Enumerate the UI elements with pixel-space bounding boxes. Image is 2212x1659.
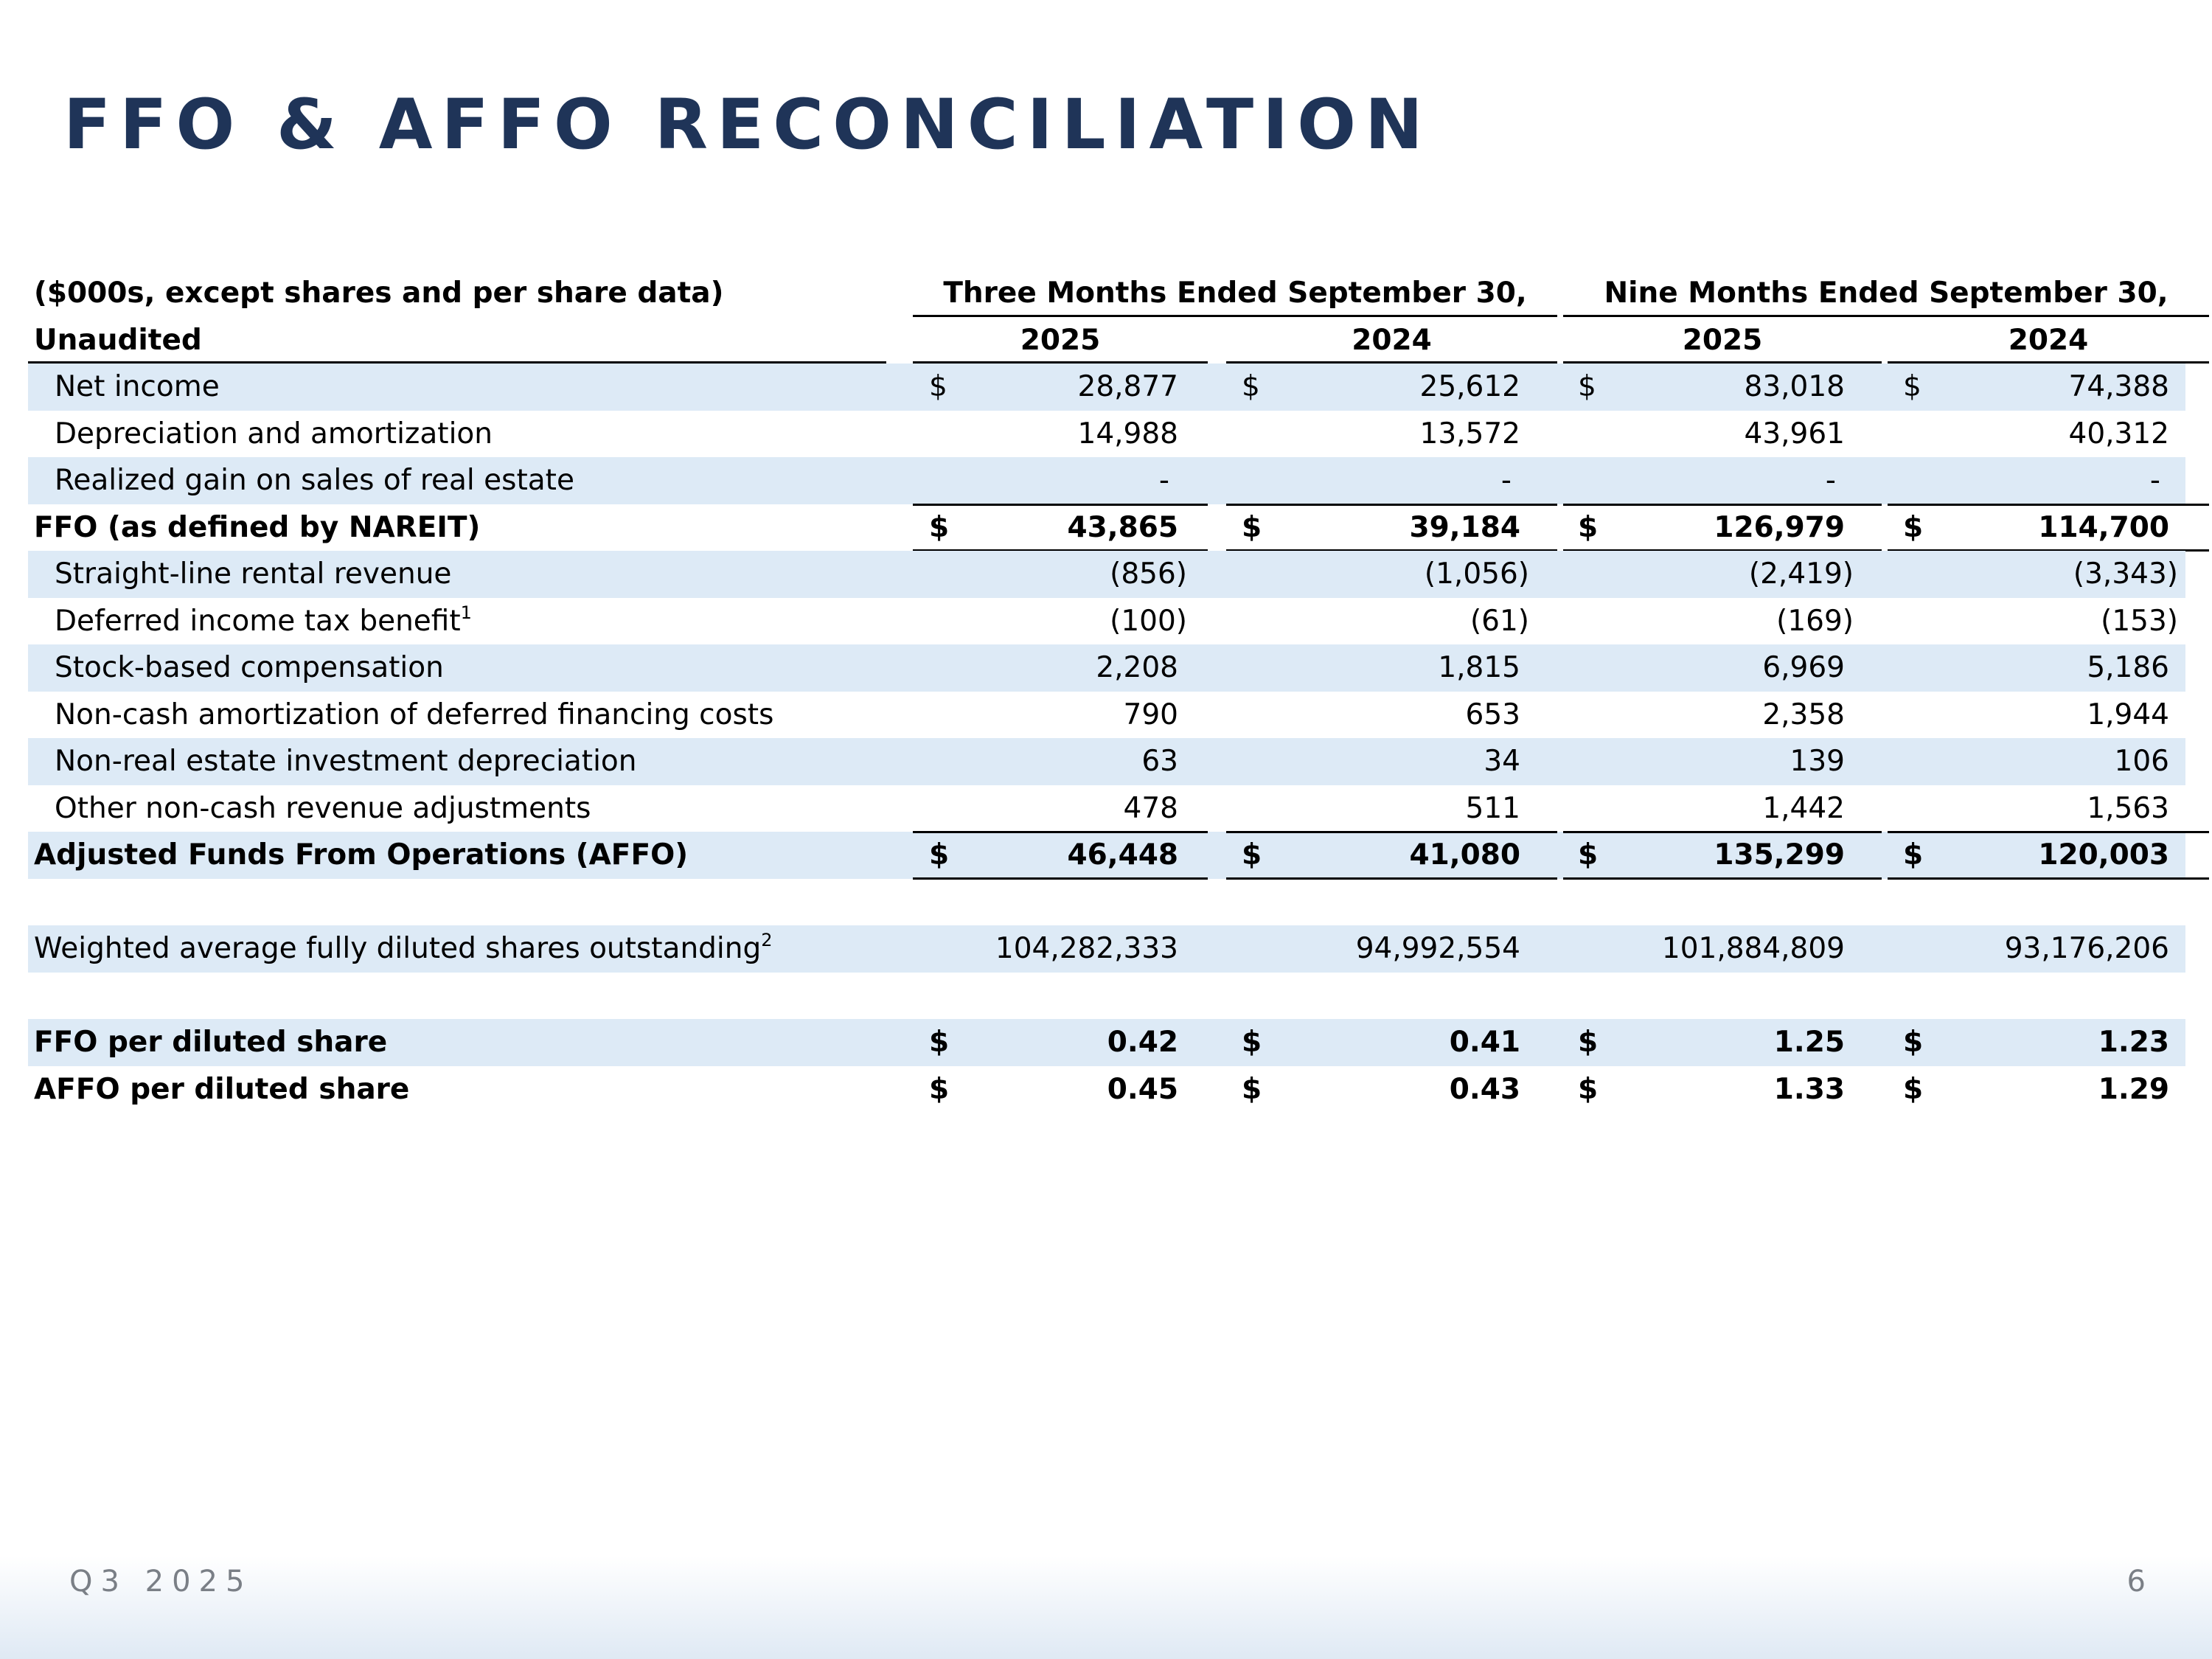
units-label: ($000s, except shares and per share data)	[34, 276, 724, 310]
value-cell: 5,186	[2087, 651, 2169, 684]
currency-symbol: $	[1242, 1026, 1262, 1059]
value-cell: 6,969	[1762, 651, 1845, 684]
value-cell: 40,312	[2068, 417, 2169, 451]
total-rule	[913, 831, 1208, 833]
value-cell: 106	[2114, 745, 2169, 778]
value-cell: 135,299	[1714, 838, 1845, 872]
row-label: Deferred income tax benefit$^1$	[55, 602, 472, 638]
currency-symbol: $	[929, 510, 950, 544]
value-cell: 1,563	[2087, 791, 2169, 825]
value-cell: 511	[1465, 791, 1520, 825]
row-label: Stock-based compensation	[55, 651, 444, 684]
currency-symbol: $	[929, 1072, 950, 1106]
value-cell: 0.42	[1107, 1026, 1178, 1059]
table-row	[28, 1019, 2185, 1066]
value-cell: 0.45	[1107, 1072, 1178, 1106]
value-cell: 1,815	[1438, 651, 1520, 684]
value-cell: 2,208	[1096, 651, 1178, 684]
table-row	[28, 1066, 2185, 1113]
value-cell: (169)	[1776, 604, 1854, 638]
currency-symbol: $	[1578, 838, 1599, 872]
unaudited-label: Unaudited	[34, 323, 202, 357]
row-label: Net income	[55, 370, 220, 403]
table-row	[28, 504, 2185, 552]
currency-symbol: $	[1903, 1072, 1924, 1106]
value-cell: 14,988	[1077, 417, 1178, 451]
value-cell: (3,343)	[2073, 557, 2178, 591]
value-cell: 120,003	[2038, 838, 2169, 872]
value-cell: (153)	[2101, 604, 2178, 638]
currency-symbol: $	[1903, 1026, 1924, 1059]
total-rule	[1563, 831, 1882, 833]
currency-symbol: $	[1903, 510, 1924, 544]
value-cell: -	[1500, 464, 1512, 497]
value-cell: 1.33	[1773, 1072, 1845, 1106]
footer-period: Q3 2025	[69, 1565, 253, 1599]
currency-symbol: $	[1903, 838, 1924, 872]
value-cell: 93,176,206	[2004, 932, 2169, 965]
value-cell: 1,442	[1762, 791, 1845, 825]
value-cell: 790	[1123, 698, 1178, 731]
value-cell: 41,080	[1409, 838, 1520, 872]
row-label: AFFO per diluted share	[34, 1072, 410, 1106]
value-cell: 0.43	[1449, 1072, 1520, 1106]
value-cell: 25,612	[1419, 370, 1520, 403]
row-label: Realized gain on sales of real estate	[55, 464, 574, 497]
value-cell: 94,992,554	[1355, 932, 1520, 965]
row-label: Adjusted Funds From Operations (AFFO)	[34, 838, 689, 872]
value-cell: 653	[1465, 698, 1520, 731]
value-cell: (856)	[1110, 557, 1187, 591]
table-row	[28, 551, 2185, 598]
currency-symbol: $	[1242, 370, 1260, 403]
value-cell: 1.29	[2098, 1072, 2169, 1106]
table-row	[28, 457, 2185, 504]
currency-symbol: $	[929, 1026, 950, 1059]
table-row	[28, 598, 2185, 645]
value-cell: 478	[1123, 791, 1178, 825]
value-cell: -	[2149, 464, 2160, 497]
currency-symbol: $	[1242, 838, 1262, 872]
value-cell: 46,448	[1067, 838, 1178, 872]
three-months-header: Three Months Ended September 30,	[943, 276, 1527, 310]
value-cell: 34	[1484, 745, 1520, 778]
spacer-row	[28, 879, 2185, 926]
total-rule	[913, 877, 1208, 880]
total-rule	[1226, 831, 1557, 833]
currency-symbol: $	[1903, 370, 1921, 403]
table-row	[28, 925, 2185, 973]
row-label: Other non-cash revenue adjustments	[55, 791, 591, 825]
value-cell: 13,572	[1419, 417, 1520, 451]
page-number: 6	[2126, 1565, 2146, 1599]
table-body	[28, 364, 2185, 1113]
value-cell: (2,419)	[1748, 557, 1854, 591]
value-cell: (61)	[1470, 604, 1529, 638]
value-cell: 139	[1790, 745, 1845, 778]
value-cell: 1.25	[1773, 1026, 1845, 1059]
value-cell: 104,282,333	[995, 932, 1178, 965]
value-cell: 126,979	[1714, 510, 1845, 544]
row-label: Non-real estate investment depreciation	[55, 745, 637, 778]
spacer-row	[28, 973, 2185, 1020]
value-cell: 101,884,809	[1661, 932, 1845, 965]
value-cell: (1,056)	[1424, 557, 1529, 591]
row-label: Straight-line rental revenue	[55, 557, 452, 591]
row-label: Non-cash amortization of deferred financing costs	[55, 698, 774, 731]
currency-symbol: $	[1242, 1072, 1262, 1106]
table-row	[28, 644, 2185, 692]
value-cell: 1,944	[2087, 698, 2169, 731]
currency-symbol: $	[1578, 370, 1596, 403]
header-row-periods	[28, 270, 2185, 317]
year-header: 2024	[2008, 323, 2089, 357]
total-rule	[913, 504, 1208, 506]
value-cell: -	[1825, 464, 1836, 497]
value-cell: 74,388	[2068, 370, 2169, 403]
year-header: 2025	[1682, 323, 1763, 357]
value-cell: 43,865	[1067, 510, 1178, 544]
reconciliation-table	[28, 270, 2185, 1113]
total-rule	[1888, 504, 2209, 506]
table-row	[28, 364, 2185, 411]
total-rule	[1888, 831, 2209, 833]
currency-symbol: $	[929, 838, 950, 872]
currency-symbol: $	[929, 370, 947, 403]
currency-symbol: $	[1578, 510, 1599, 544]
total-rule	[1563, 504, 1882, 506]
value-cell: 114,700	[2038, 510, 2169, 544]
year-header: 2024	[1352, 323, 1432, 357]
currency-symbol: $	[1578, 1026, 1599, 1059]
currency-symbol: $	[1578, 1072, 1599, 1106]
footnote-marker: 2	[761, 930, 773, 950]
total-rule	[1888, 877, 2209, 880]
value-cell: 2,358	[1762, 698, 1845, 731]
nine-months-header: Nine Months Ended September 30,	[1604, 276, 2168, 310]
table-row	[28, 785, 2185, 832]
table-row	[28, 411, 2185, 458]
value-cell: 1.23	[2098, 1026, 2169, 1059]
row-label: FFO (as defined by NAREIT)	[34, 510, 481, 544]
row-label: FFO per diluted share	[34, 1026, 388, 1059]
currency-symbol: $	[1242, 510, 1262, 544]
table-row	[28, 692, 2185, 739]
value-cell: 83,018	[1744, 370, 1845, 403]
table-row	[28, 738, 2185, 785]
row-label: Depreciation and amortization	[55, 417, 493, 451]
value-cell: 28,877	[1077, 370, 1178, 403]
value-cell: 63	[1141, 745, 1178, 778]
total-rule	[1563, 877, 1882, 880]
value-cell: -	[1158, 464, 1169, 497]
value-cell: 39,184	[1409, 510, 1520, 544]
footer-band	[0, 1556, 2212, 1659]
year-header: 2025	[1020, 323, 1101, 357]
total-rule	[1226, 504, 1557, 506]
value-cell: 43,961	[1744, 417, 1845, 451]
total-rule	[1226, 877, 1557, 880]
value-cell: 0.41	[1449, 1026, 1520, 1059]
value-cell: (100)	[1110, 604, 1187, 638]
row-label: Weighted average fully diluted shares outstanding$^2$	[34, 930, 773, 965]
table-row	[28, 832, 2185, 879]
footnote-marker: 1	[460, 602, 472, 623]
header-row-years	[28, 317, 2185, 364]
slide-title: FFO & AFFO RECONCILIATION	[63, 85, 1432, 165]
